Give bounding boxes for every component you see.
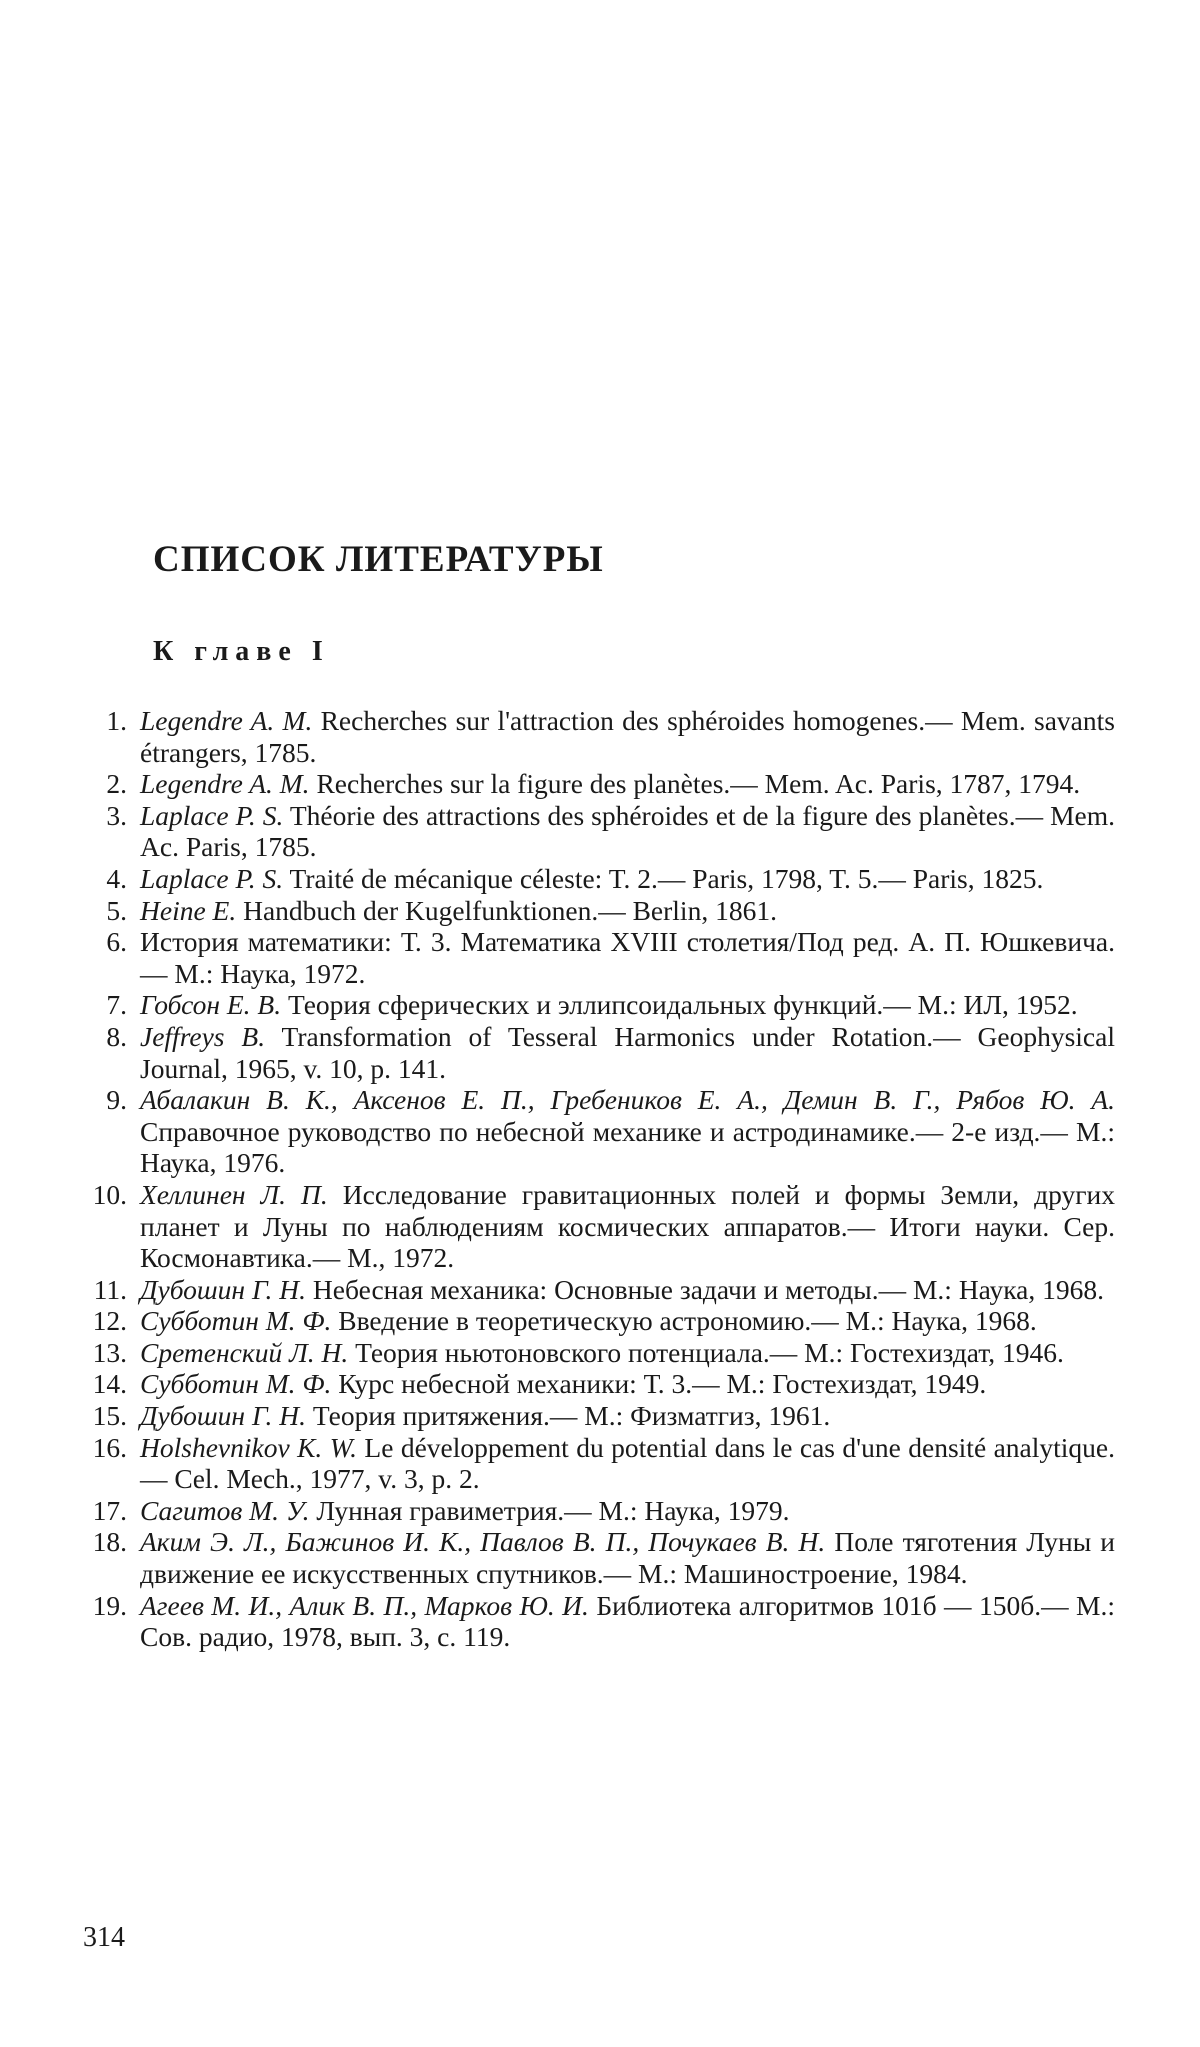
- reference-number: 15.: [92, 1400, 127, 1432]
- reference-authors: Jeffreys B.: [140, 1020, 266, 1052]
- reference-number: 13.: [92, 1336, 127, 1368]
- reference-entry: [75, 1526, 1115, 1589]
- reference-text: Курс небесной механики: Т. 3.— М.: Гостехиздат, 1949.: [338, 1368, 987, 1400]
- reference-number: 5.: [106, 894, 127, 926]
- reference-number: 17.: [92, 1494, 127, 1526]
- reference-authors: Абалакин В. К., Аксенов Е. П., Гребеников Е. А., Демин В. Г., Рябов Ю. А.: [140, 1084, 1115, 1116]
- reference-authors: Legendre A. M.: [140, 768, 310, 800]
- reference-entry: [75, 926, 1115, 989]
- reference-number: 8.: [106, 1020, 127, 1052]
- reference-text: Le développement du potential dans le cas d'une densité analytique.— Cel. Mech., 1977, v. 3, p. 2.: [140, 1431, 1115, 1495]
- reference-number: 2.: [106, 768, 127, 800]
- reference-number: 3.: [106, 799, 127, 831]
- reference-entry: [75, 1274, 1115, 1306]
- reference-entry: [75, 1084, 1115, 1179]
- reference-text: Введение в теоретическую астрономию.— М.: Наука, 1968.: [338, 1305, 1037, 1337]
- reference-text: Recherches sur l'attraction des sphéroides homogenes.— Mem. savants étrangers, 1785.: [140, 705, 1115, 768]
- reference-entry: [75, 1179, 1115, 1274]
- reference-text: Теория сферических и эллипсоидальных функций.— М.: ИЛ, 1952.: [287, 989, 1078, 1021]
- reference-text: Лунная гравиметрия.— М.: Наука, 1979.: [316, 1494, 790, 1526]
- reference-text: Поле тяготения Луны и движение ее искусственных спутников.— М.: Машиностроение, 1984.: [140, 1526, 1116, 1590]
- reference-authors: Дубошин Г. Н.: [140, 1273, 307, 1305]
- reference-authors: Сретенский Л. Н.: [140, 1336, 349, 1368]
- reference-text: История математики: Т. 3. Математика XVIII столетия/Под ред. А. П. Юшкевича.— М.: Наука, 1972.: [140, 926, 1115, 989]
- reference-text: Transformation of Tesseral Harmonics under Rotation.— Geophysical Journal, 1965, v. 10, p. 141.: [140, 1020, 1115, 1084]
- page-title: СПИСОК ЛИТЕРАТУРЫ: [153, 539, 604, 580]
- reference-authors: Legendre A. M.: [140, 705, 313, 736]
- reference-entry: [75, 1368, 1115, 1400]
- reference-number: 10.: [92, 1178, 127, 1210]
- reference-authors: Аким Э. Л., Бажинов И. К., Павлов В. П., Почукаев В. Н.: [140, 1526, 826, 1558]
- reference-entry: [75, 863, 1115, 895]
- reference-text: Теория притяжения.— М.: Физматгиз, 1961.: [312, 1400, 831, 1432]
- reference-number: 11.: [93, 1273, 127, 1305]
- bibliography-list: [75, 705, 1115, 1653]
- reference-authors: Сагитов М. У.: [140, 1494, 310, 1526]
- page-number: 314: [83, 1922, 125, 1953]
- reference-number: 1.: [106, 705, 127, 736]
- reference-text: Recherches sur la figure des planètes.— Mem. Ac. Paris, 1787, 1794.: [316, 768, 1081, 800]
- reference-entry: [75, 800, 1115, 863]
- reference-authors: Holshevnikov K. W.: [140, 1431, 357, 1463]
- reference-text: Библиотека алгоритмов 101б — 150б.— М.: Сов. радио, 1978, вып. 3, с. 119.: [140, 1589, 1115, 1653]
- reference-authors: Субботин М. Ф.: [140, 1305, 332, 1337]
- reference-text: Исследование гравитационных полей и формы Земли, других планет и Луны по наблюдениям космических аппаратов.— Итоги науки. Сер. Космонавтика.— М., 1972.: [140, 1178, 1115, 1274]
- reference-entry: [75, 768, 1115, 800]
- reference-text: Небесная механика: Основные задачи и методы.— М.: Наука, 1968.: [312, 1273, 1105, 1305]
- reference-authors: Субботин М. Ф.: [140, 1368, 332, 1400]
- reference-number: 16.: [92, 1431, 127, 1463]
- chapter-heading: К главе I: [153, 636, 330, 667]
- reference-authors: Гобсон Е. В.: [140, 989, 282, 1021]
- reference-number: 4.: [106, 862, 127, 894]
- reference-authors: Агеев М. И., Алик В. П., Марков Ю. И.: [140, 1589, 589, 1621]
- reference-authors: Heine E.: [140, 894, 237, 926]
- reference-text: Справочное руководство по небесной механике и астродинамике.— 2-е изд.— М.: Наука, 1976.: [140, 1115, 1115, 1179]
- reference-authors: Laplace P. S.: [140, 862, 284, 894]
- reference-entry: [75, 1400, 1115, 1432]
- reference-number: 18.: [92, 1526, 127, 1558]
- reference-text: Traité de mécanique céleste: T. 2.— Paris, 1798, T. 5.— Paris, 1825.: [289, 862, 1044, 894]
- reference-authors: Laplace P. S.: [140, 799, 284, 831]
- reference-entry: [75, 1337, 1115, 1369]
- reference-text: Handbuch der Kugelfunktionen.— Berlin, 1861.: [243, 894, 777, 926]
- reference-entry: [75, 895, 1115, 927]
- reference-authors: Дубошин Г. Н.: [140, 1400, 307, 1432]
- reference-entry: [75, 989, 1115, 1021]
- reference-number: 6.: [106, 926, 127, 958]
- reference-number: 19.: [92, 1589, 127, 1621]
- reference-entry: [75, 1021, 1115, 1084]
- reference-number: 14.: [92, 1368, 127, 1400]
- reference-entry: [75, 1495, 1115, 1527]
- reference-text: Théorie des attractions des sphéroides et de la figure des planètes.— Mem. Ac. Paris, 1785.: [140, 799, 1115, 863]
- reference-entry: [75, 705, 1115, 768]
- reference-number: 12.: [92, 1305, 127, 1337]
- reference-number: 7.: [106, 989, 127, 1021]
- reference-text: Теория ньютоновского потенциала.— М.: Гостехиздат, 1946.: [355, 1336, 1064, 1368]
- reference-number: 9.: [106, 1084, 127, 1116]
- reference-entry: [75, 1590, 1115, 1653]
- reference-entry: [75, 1305, 1115, 1337]
- reference-authors: Хеллинен Л. П.: [140, 1178, 328, 1210]
- reference-entry: [75, 1432, 1115, 1495]
